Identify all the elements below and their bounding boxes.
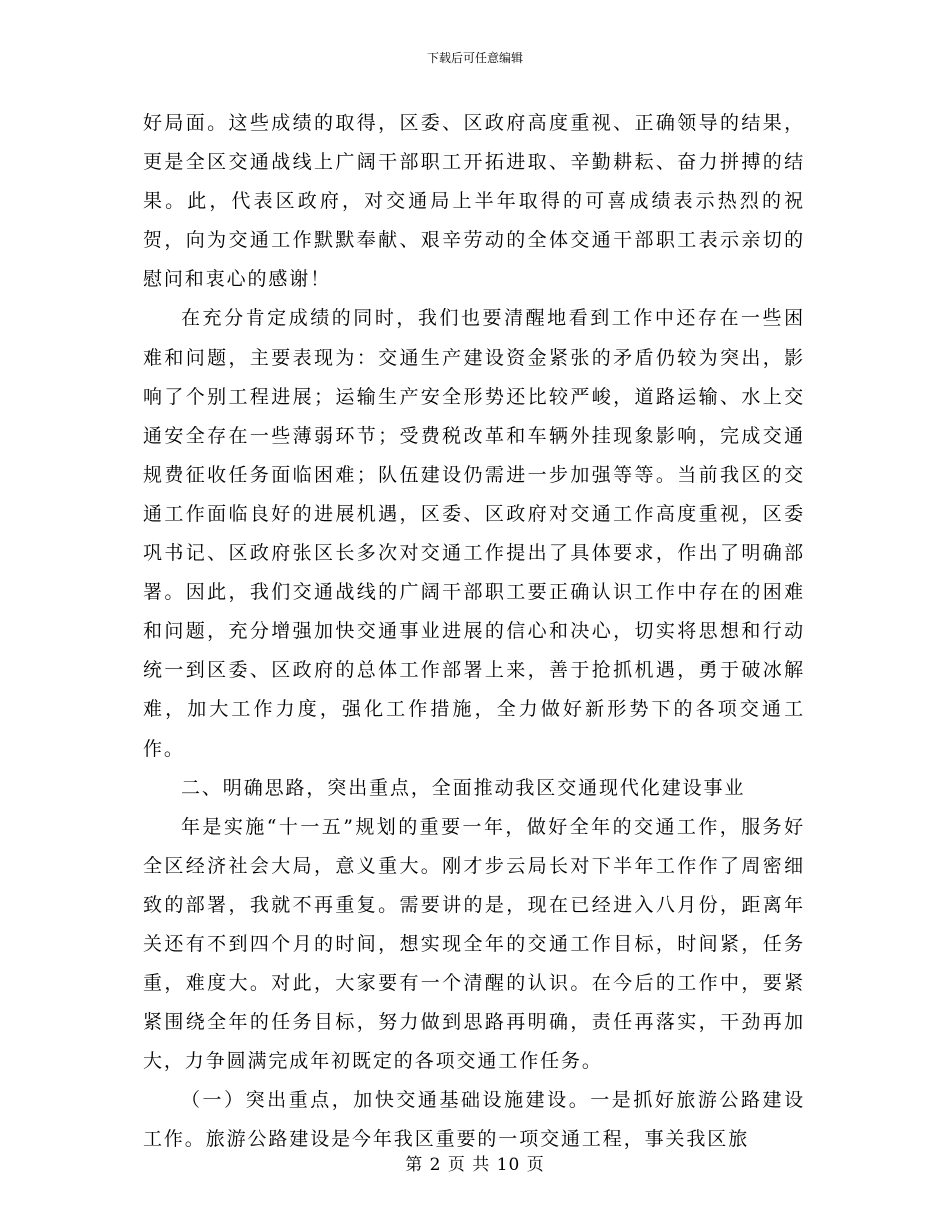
- paragraph-subsection-one: （一）突出重点，加快交通基础设施建设。一是抓好旅游公路建设工作。旅游公路建设是今年我区重要的一项交通工程，事关我区旅: [143, 1089, 805, 1151]
- paragraph-difficulties: 在充分肯定成绩的同时，我们也要清醒地看到工作中还存在一些困难和问题，主要表现为：交通生产建设资金紧张的矛盾仍较为突出，影响了个别工程进展；运输生产安全形势还比较严峻，道路运输、水上交通安全存在一些薄弱环节；受费税改革和车辆外挂现象影响，完成交通规费征收任务面临困难；队伍建设仍需进一步加强等等。当前我区的交通工作面临良好的进展机遇，区委、区政府对交通工作高度重视，区委巩书记、区政府张区长多次对交通工作提出了具体要求，作出了明确部署。因此，我们交通战线的广阔干部职工要正确认识工作中存在的困难和问题，充分增强加快交通事业进展的信心和决心，切实将思想和行动统一到区委、区政府的总体工作部署上来，善于抢抓机遇，勇于破冰解难，加大工作力度，强化工作措施，全力做好新形势下的各项交通工作。: [143, 307, 805, 760]
- page-number: 第 2 页 共 10 页: [405, 1155, 545, 1175]
- page-footer: [0, 1154, 950, 1176]
- page-header: [0, 50, 950, 66]
- header-note: 下载后可任意编辑: [426, 51, 523, 65]
- paragraph-plan: 年是实施“十一五”规划的重要一年，做好全年的交通工作，服务好全区经济社会大局，意义重大。刚才步云局长对下半年工作作了周密细致的部署，我就不再重复。需要讲的是，现在已经进入八月份，距离年关还有不到四个月的时间，想实现全年的交通工作目标，时间紧，任务重，难度大。对此，大家要有一个清醒的认识。在今后的工作中，要紧紧围绕全年的任务目标，努力做到思路再明确，责任再落实，干劲再加大，力争圆满完成年初既定的各项交通工作任务。: [143, 815, 805, 1073]
- document-body: [143, 104, 805, 1160]
- paragraph-continuation: 好局面。这些成绩的取得，区委、区政府高度重视、正确领导的结果，更是全区交通战线上广阔干部职工开拓进取、辛勤耕耘、奋力拼搏的结果。此，代表区政府，对交通局上半年取得的可喜成绩表示热烈的祝贺，向为交通工作默默奉献、艰辛劳动的全体交通干部职工表示亲切的慰问和衷心的感谢！: [143, 112, 805, 291]
- section-heading: 二、明确思路，突出重点，全面推动我区交通现代化建设事业: [181, 776, 746, 799]
